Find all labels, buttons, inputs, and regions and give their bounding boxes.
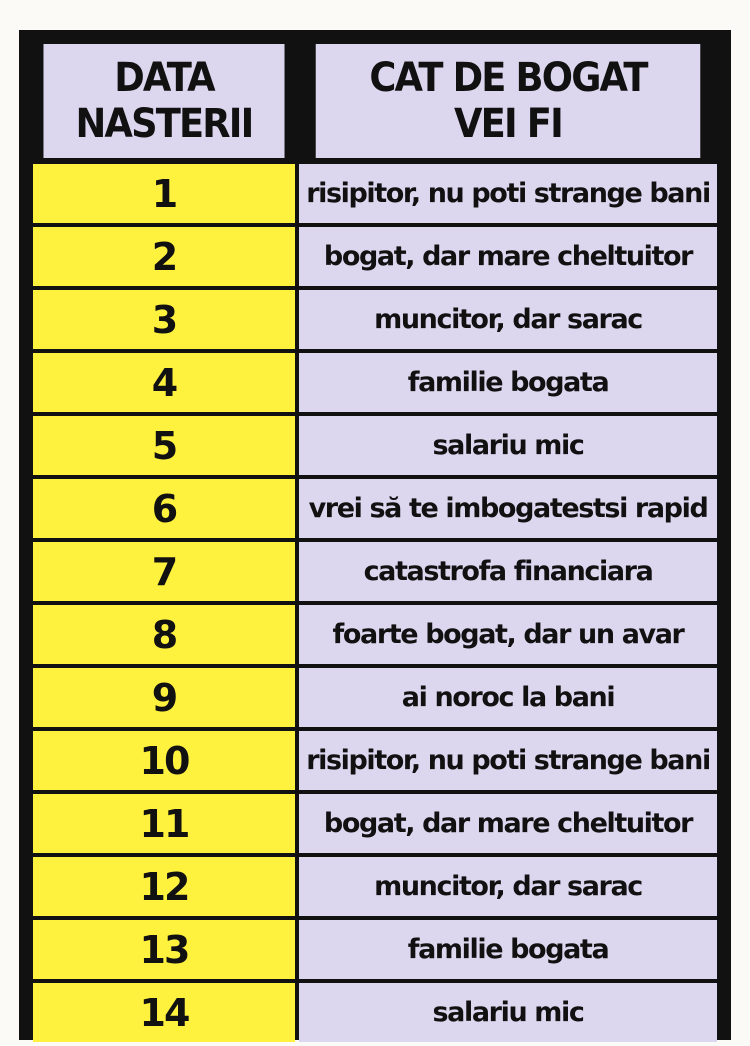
header-birth-date: DATA NASTERII: [43, 44, 284, 158]
day-cell: 3: [33, 290, 295, 349]
table-row: [33, 920, 717, 979]
day-cell: 7: [33, 542, 295, 601]
day-cell: 12: [33, 857, 295, 916]
fortune-cell: bogat, dar mare cheltuitor: [299, 794, 717, 853]
day-cell: 13: [33, 920, 295, 979]
table-row: [33, 290, 717, 349]
table-row: [33, 542, 717, 601]
table-row: [33, 668, 717, 727]
table-row: [33, 983, 717, 1042]
day-cell: 8: [33, 605, 295, 664]
birth-date-wealth-table: [33, 44, 717, 1046]
fortune-cell: muncitor, dar sarac: [299, 857, 717, 916]
day-cell: 14: [33, 983, 295, 1042]
table-row: [33, 857, 717, 916]
day-cell: 4: [33, 353, 295, 412]
table-row: [33, 353, 717, 412]
table-row: [33, 605, 717, 664]
day-cell: 10: [33, 731, 295, 790]
day-cell: 11: [33, 794, 295, 853]
table-row: [33, 479, 717, 538]
header-how-rich: CAT DE BOGAT VEI FI: [316, 44, 701, 158]
fortune-cell: catastrofa financiara: [299, 542, 717, 601]
table-row: [33, 416, 717, 475]
fortune-cell: salariu mic: [299, 416, 717, 475]
fortune-cell: bogat, dar mare cheltuitor: [299, 227, 717, 286]
fortune-cell: risipitor, nu poti strange bani: [299, 164, 717, 223]
day-cell: 9: [33, 668, 295, 727]
fortune-cell: familie bogata: [299, 353, 717, 412]
fortune-cell: ai noroc la bani: [299, 668, 717, 727]
fortune-cell: familie bogata: [299, 920, 717, 979]
day-cell: 2: [33, 227, 295, 286]
table-row: [33, 794, 717, 853]
fortune-cell: risipitor, nu poti strange bani: [299, 731, 717, 790]
fortune-cell: foarte bogat, dar un avar: [299, 605, 717, 664]
day-cell: 1: [33, 164, 295, 223]
day-cell: 6: [33, 479, 295, 538]
day-cell: 5: [33, 416, 295, 475]
table-row: [33, 164, 717, 223]
fortune-cell: vrei să te imbogatestsi rapid: [299, 479, 717, 538]
fortune-cell: salariu mic: [299, 983, 717, 1042]
table-row: [33, 227, 717, 286]
table-header-row: [33, 44, 717, 158]
table-row: [33, 731, 717, 790]
fortune-cell: muncitor, dar sarac: [299, 290, 717, 349]
